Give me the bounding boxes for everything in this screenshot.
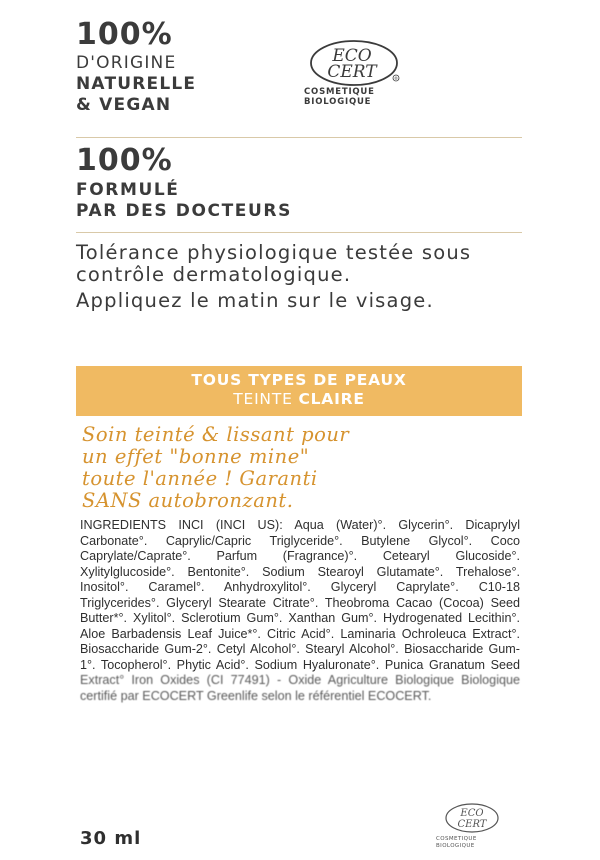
tolerance-paragraph: Tolérance physiologique testée sous contrôle dermatologique. [76,241,472,286]
ecocert-small-subtitle [436,836,477,850]
ecocert-logo-line2: CERT [327,62,377,82]
ecocert-small-line2: CERT [457,819,487,830]
ingredients-blurred-text: Extract° Iron Oxides (CI 77491) - Oxide Agriculture Biologique Biologique certifié par ECOCERT Greenlife selon le référentiel ECOCERT. [80,673,520,703]
ingredients-text: INGREDIENTS INCI (INCI US): Aqua (Water)°. Glycerin°. Dicaprylyl Carbonate°. Caprylic/Capric Triglyceride°. Butylene Glycol°. Coco Caprylate/Caprate°. Parfum (Fragrance)°. Cetearyl Glucoside°. Xylitylglucoside°. Bentonite°. Sodium Stearoyl Glutamate°. Trehalose°. Inositol°. Caramel°. Anhydroxylitol°. Glyceryl Caprylate°. C10-18 Triglycerides°. Glyceryl Stearate Citrate°. Theobroma Cacao (Cocoa) Seed Butter*°. Xylitol°. Sclerotium Gum°. Xanthan Gum°. Hydrogenated Lecithin°. Aloe Barbadensis Leaf Juice*°. Citric Acid°. Laminaria Ochroleuca Extract°. Biosaccharide Gum-2°. Cetyl Alcohol°. Stearyl Alcohol°. Biosaccharide Gum-1°. Tocopherol°. Phytic Acid°. Sodium Hyaluronate°. Punica Granatum Seed [80,518,520,672]
doctors-line-2: PAR DES DOCTEURS [76,201,292,221]
ecocert-subtitle-line2: BIOLOGIQUE [304,97,372,107]
ingredients-list [80,518,520,704]
volume-label: 30 ml [80,828,142,849]
ecocert-small-subtitle-line2: BIOLOGIQUE [436,843,475,849]
ecocert-small-subtitle-line1: COSMETIQUE [436,836,477,842]
ecocert-subtitle-line1: COSMETIQUE [304,87,375,97]
usage-paragraph: Appliquez le matin sur le visage. [76,289,434,312]
claim-line-2: un effet "bonne mine" [82,445,310,468]
claim-line-3: toute l'année ! Garanti [82,467,318,490]
origin-line-2: NATURELLE [76,74,197,94]
skin-type-line: TOUS TYPES DE PEAUX [191,371,407,389]
skin-type-band [76,366,522,416]
registered-mark: ® [394,76,398,81]
divider [76,137,522,138]
ecocert-subtitle [304,87,375,107]
divider [76,232,522,233]
tolerance-section [76,242,522,312]
origin-headline: 100% [76,17,173,52]
tint-line [76,390,522,409]
ecocert-small-line1: ECO [460,808,484,819]
origin-text [76,17,197,116]
claim-line-4: SANS autobronzant. [82,489,294,512]
doctors-line-1: FORMULÉ [76,180,180,200]
doctors-section [76,143,522,222]
product-claim [82,424,528,512]
origin-line-1: D'ORIGINE [76,53,177,73]
tint-value: CLAIRE [298,390,365,408]
tint-prefix: TEINTE [233,390,293,408]
claim-line-1: Soin teinté & lissant pour [82,423,350,446]
origin-line-3: & VEGAN [76,95,172,115]
doctors-headline: 100% [76,143,173,178]
ecocert-logo-line1: ECO [332,46,372,66]
